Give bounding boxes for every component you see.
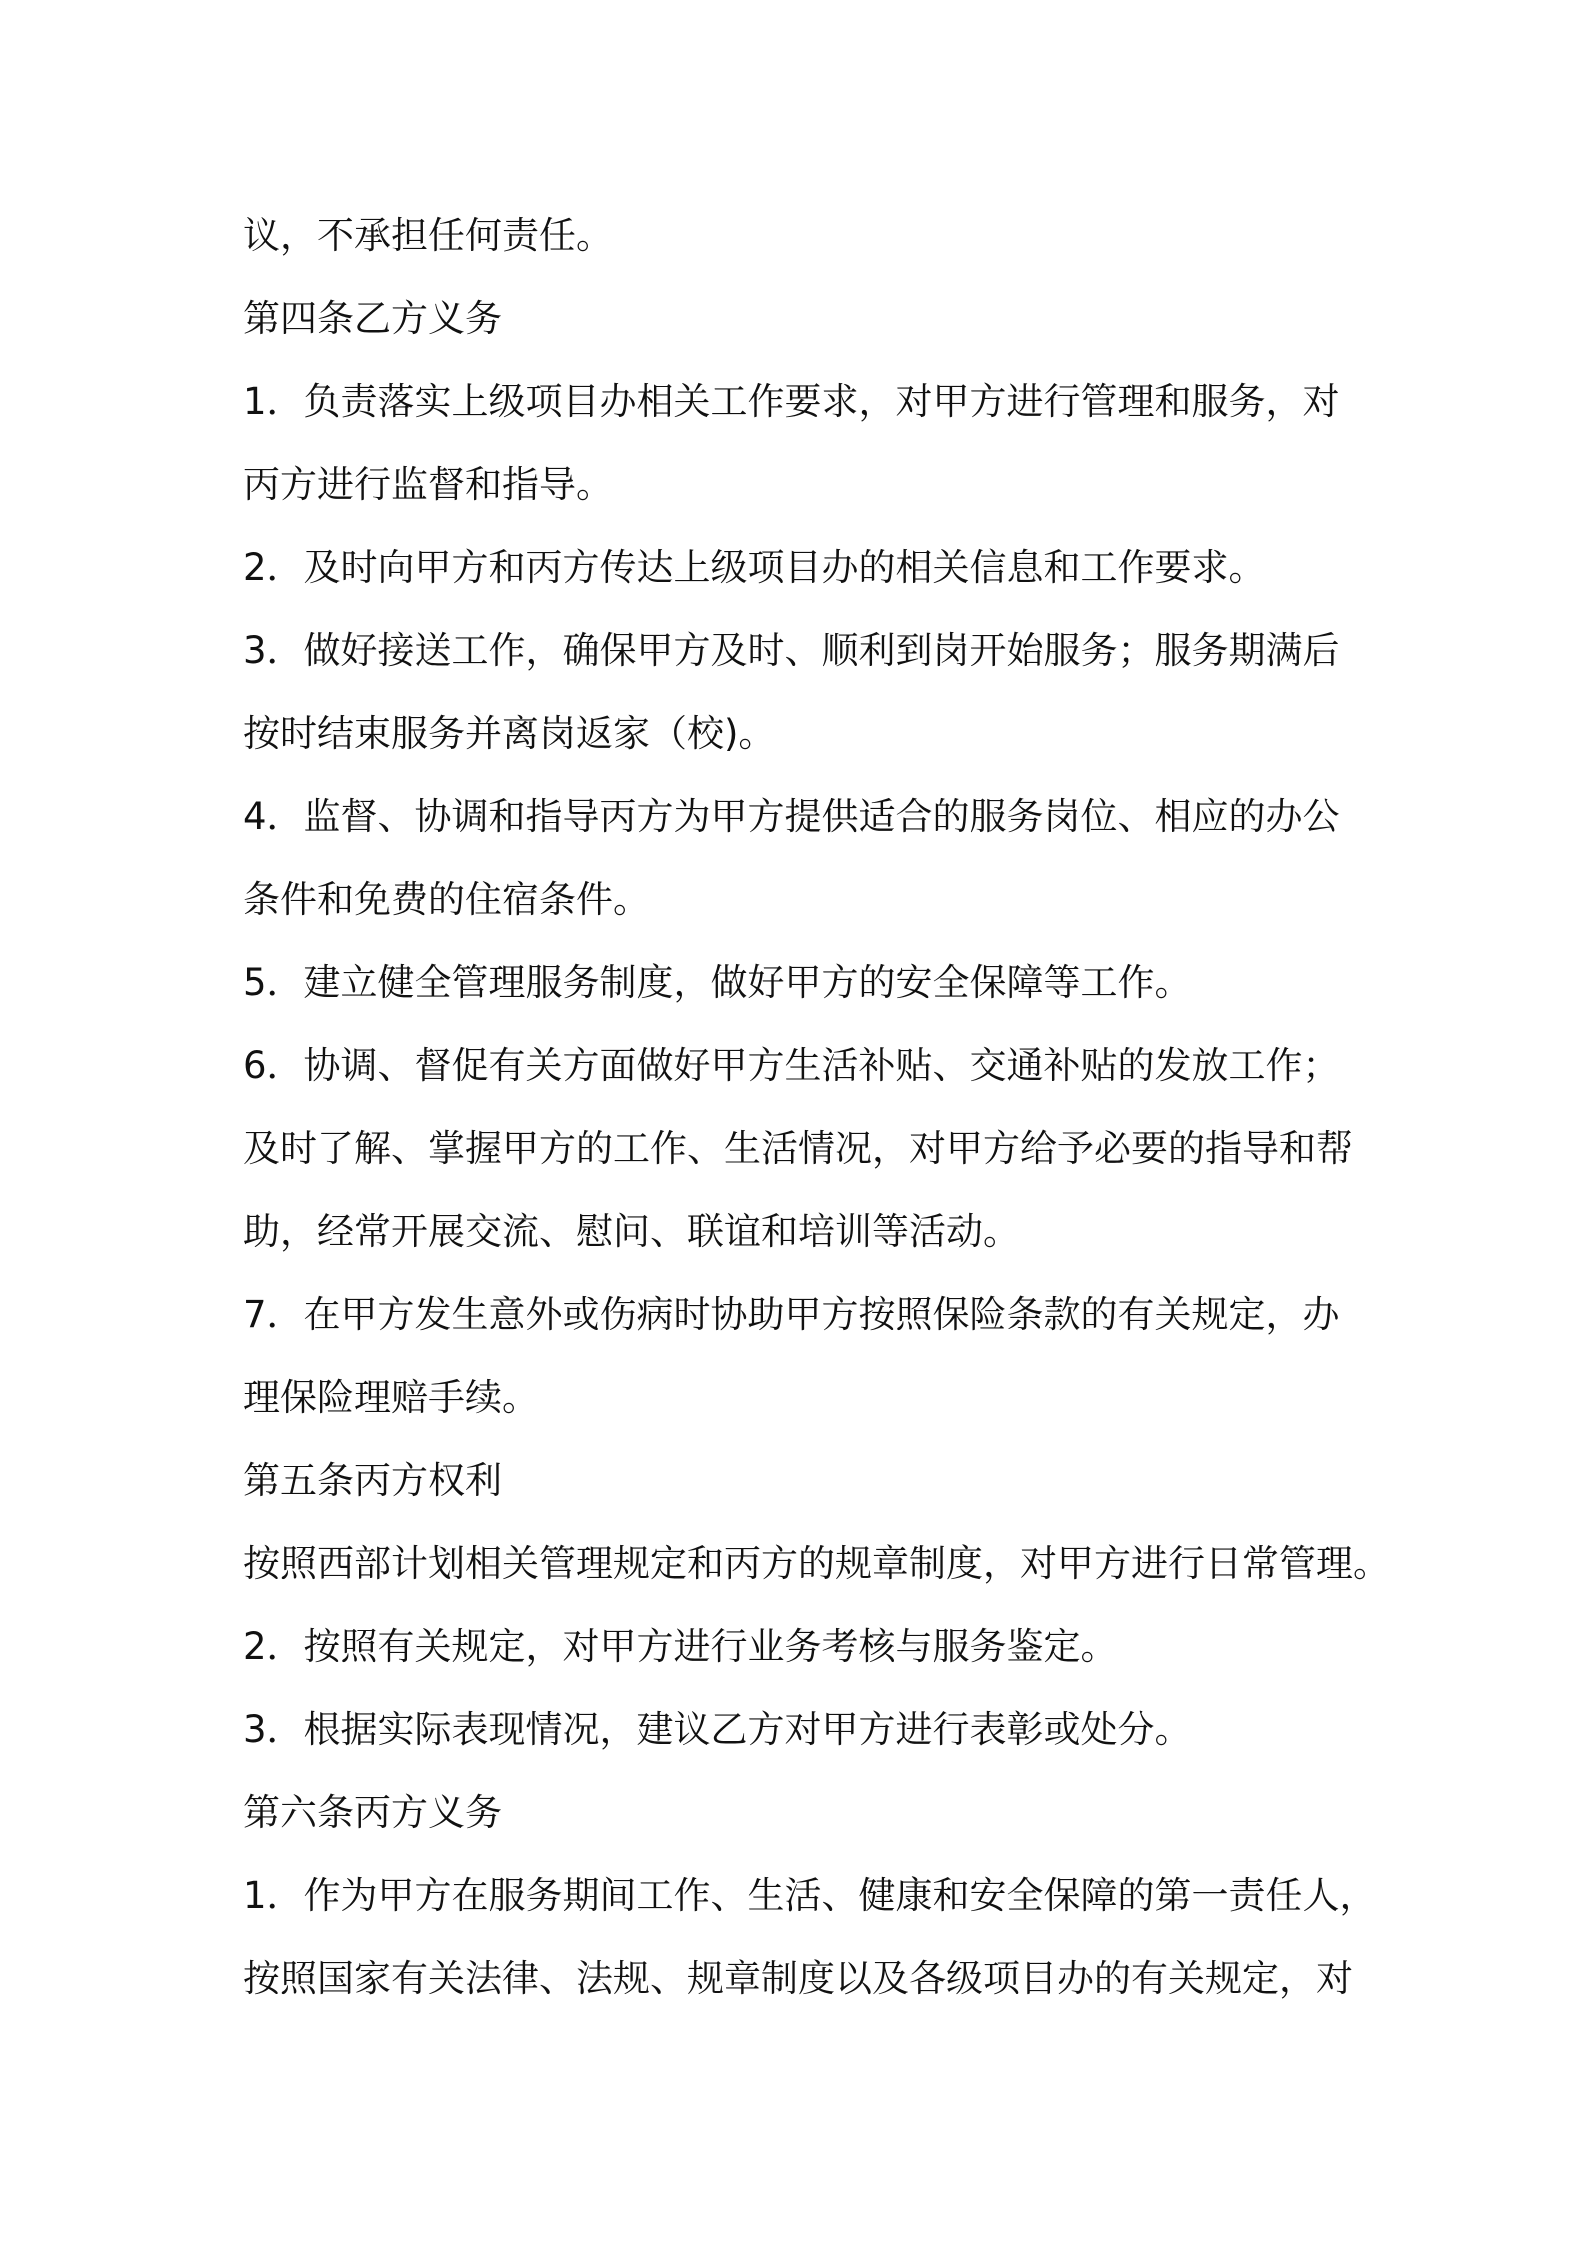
text-line: 按时结束服务并离岗返家（校)。 [243, 712, 776, 755]
text-line: 2．及时向甲方和丙方传达上级项目办的相关信息和工作要求。 [243, 546, 1266, 589]
text-line: 1．负责落实上级项目办相关工作要求，对甲方进行管理和服务，对 [243, 380, 1340, 423]
section-heading: 第四条乙方义务 [243, 297, 502, 340]
text-line: 丙方进行监督和指导。 [243, 463, 613, 506]
text-line: 6．协调、督促有关方面做好甲方生活补贴、交通补贴的发放工作； [243, 1044, 1340, 1087]
text-line: 2．按照有关规定，对甲方进行业务考核与服务鉴定。 [243, 1625, 1118, 1668]
text-line: 及时了解、掌握甲方的工作、生活情况，对甲方给予必要的指导和帮 [243, 1127, 1353, 1170]
text-line: 理保险理赔手续。 [243, 1376, 539, 1419]
text-line: 5．建立健全管理服务制度，做好甲方的安全保障等工作。 [243, 961, 1192, 1004]
section-heading: 第五条丙方权利 [243, 1459, 502, 1502]
text-line: 按照国家有关法律、法规、规章制度以及各级项目办的有关规定，对 [243, 1957, 1353, 2000]
text-line: 3．做好接送工作，确保甲方及时、顺利到岗开始服务；服务期满后 [243, 629, 1340, 672]
text-line: 议，不承担任何责任。 [243, 214, 613, 257]
text-line: 助，经常开展交流、慰问、联谊和培训等活动。 [243, 1210, 1020, 1253]
text-line: 7．在甲方发生意外或伤病时协助甲方按照保险条款的有关规定，办 [243, 1293, 1340, 1336]
text-line: 1．作为甲方在服务期间工作、生活、健康和安全保障的第一责任人， [243, 1874, 1377, 1917]
document-body [243, 194, 1390, 2020]
section-heading: 第六条丙方义务 [243, 1791, 502, 1834]
text-line: 3．根据实际表现情况，建议乙方对甲方进行表彰或处分。 [243, 1708, 1192, 1751]
text-line: 条件和免费的住宿条件。 [243, 878, 650, 921]
text-line: 4．监督、协调和指导丙方为甲方提供适合的服务岗位、相应的办公 [243, 795, 1340, 838]
text-line: 按照西部计划相关管理规定和丙方的规章制度，对甲方进行日常管理。 [243, 1542, 1390, 1585]
